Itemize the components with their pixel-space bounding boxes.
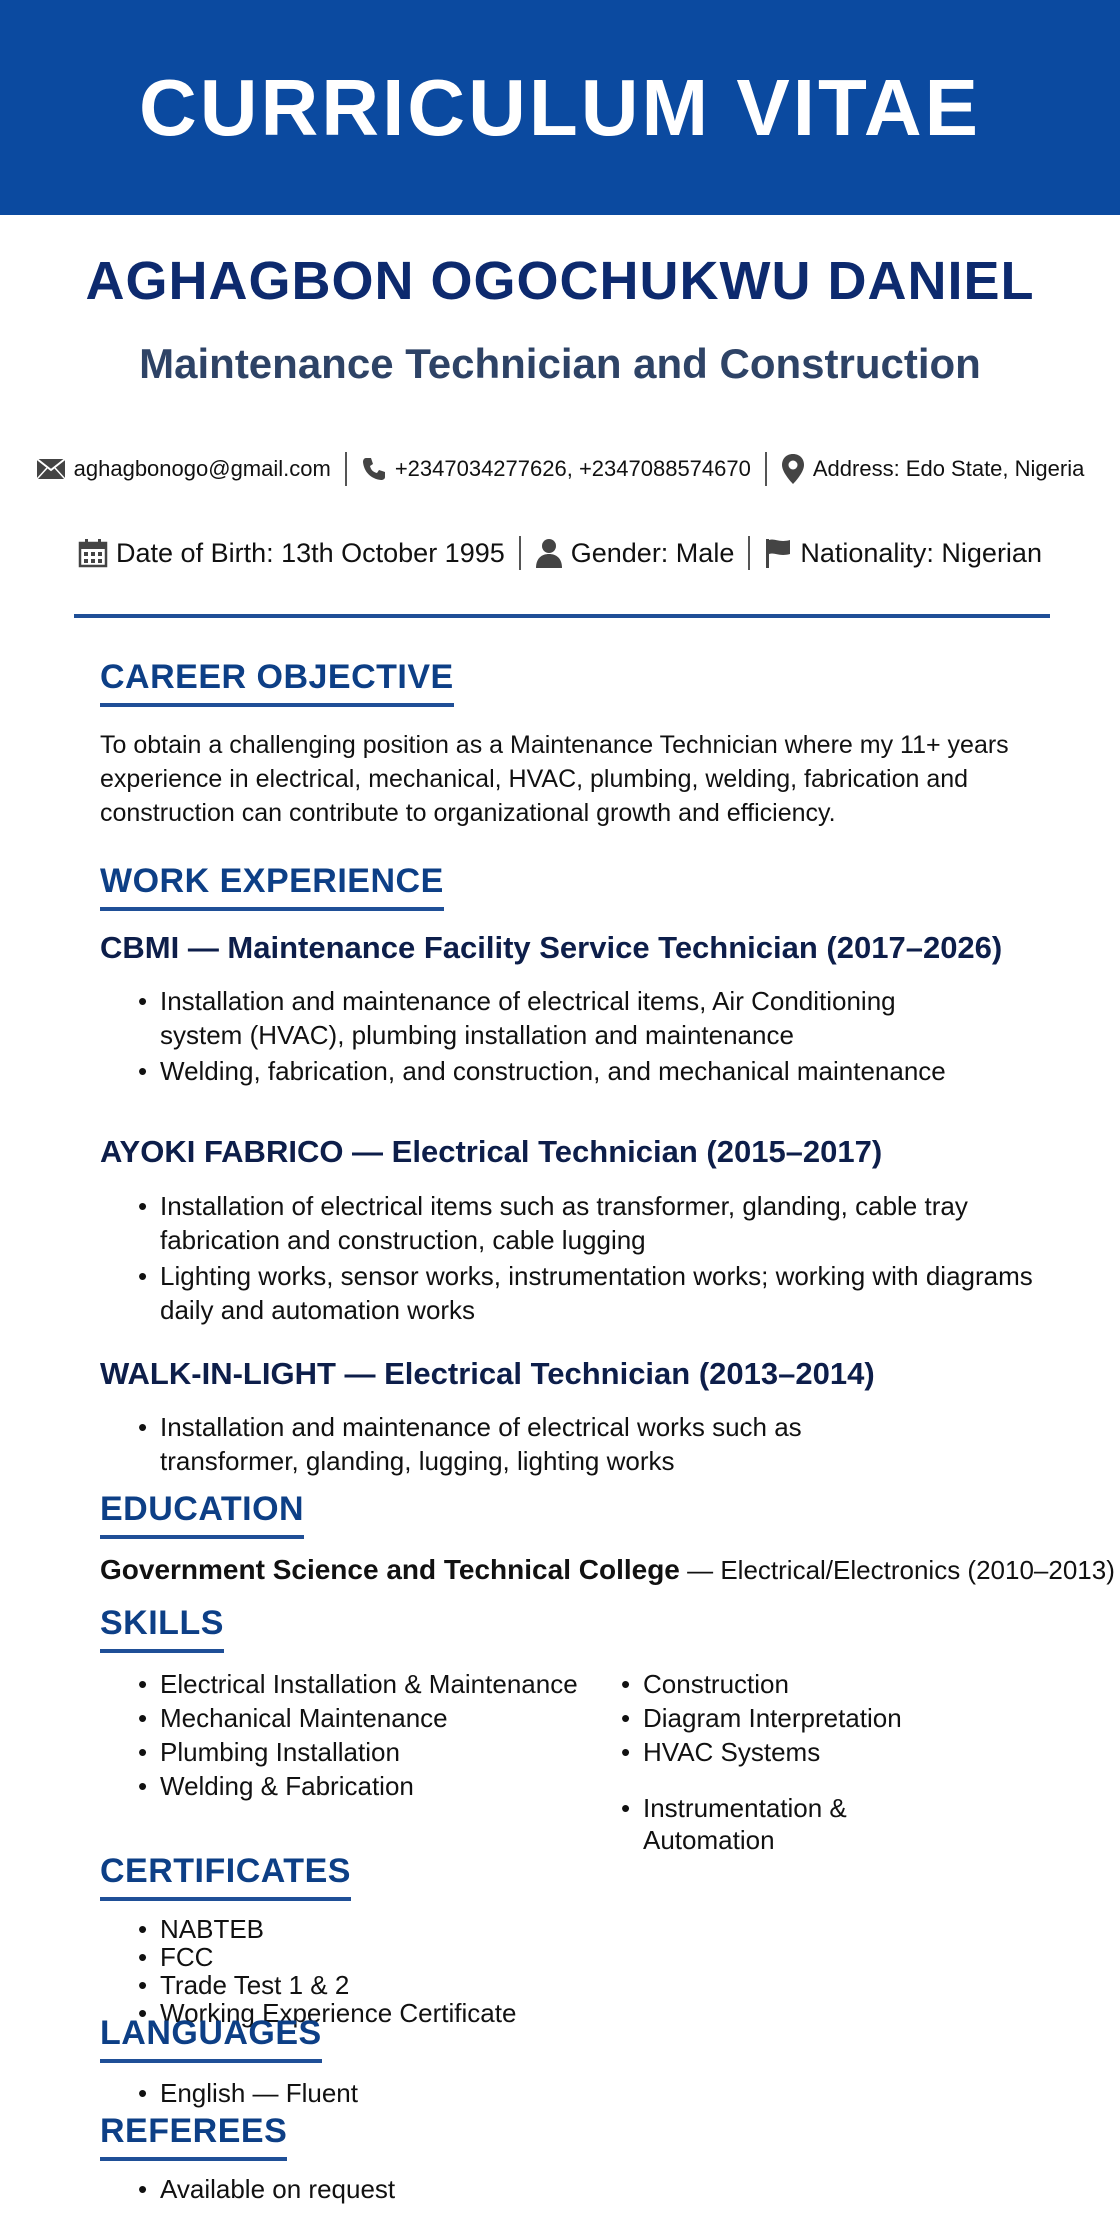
job-heading-cbmi: CBMI — Maintenance Facility Service Technician (2017–2026) bbox=[100, 930, 1003, 965]
location-pin-icon bbox=[781, 453, 805, 485]
referees-list bbox=[160, 2172, 760, 2208]
list-item: • Mechanical Maintenance bbox=[160, 1702, 620, 1734]
school-name: Government Science and Technical College bbox=[100, 1554, 680, 1585]
list-item: • Diagram Interpretation bbox=[643, 1702, 943, 1734]
flag-icon bbox=[764, 538, 792, 568]
dob-item bbox=[78, 538, 505, 569]
job-heading-ayoki: AYOKI FABRICO — Electrical Technician (2015–2017) bbox=[100, 1134, 883, 1169]
address-text: Address: Edo State, Nigeria bbox=[812, 456, 1085, 481]
email-item bbox=[36, 456, 331, 482]
candidate-name: AGHAGBON OGOCHUKWU DANIEL bbox=[85, 251, 1035, 311]
email-text: aghagbonogo@gmail.com bbox=[73, 456, 331, 481]
section-title-objective: CAREER OBJECTIVE bbox=[100, 658, 454, 707]
address-item bbox=[781, 453, 1084, 485]
education-entry bbox=[100, 1554, 1115, 1586]
list-item: • Lighting works, sensor works, instrumentation works; working with diagrams daily and automation works bbox=[160, 1259, 1080, 1327]
nationality-text: Nationality: Nigerian bbox=[800, 537, 1042, 568]
phone-text: +2347034277626, +2347088574670 bbox=[394, 456, 751, 481]
list-item: • Installation of electrical items such as transformer, glanding, cable tray fabrication and construction, cable lugging bbox=[160, 1189, 1080, 1257]
list-item: • Welding, fabrication, and construction, and mechanical maintenance bbox=[160, 1054, 980, 1088]
list-item: • Working Experience Certificate bbox=[160, 2000, 760, 2026]
header-divider bbox=[74, 614, 1050, 618]
phone-icon bbox=[361, 456, 387, 482]
section-title-certificates: CERTIFICATES bbox=[100, 1852, 351, 1901]
list-item: • Instrumentation & Automation bbox=[643, 1792, 873, 1856]
list-item: • HVAC Systems bbox=[643, 1736, 943, 1768]
section-title-education: EDUCATION bbox=[100, 1490, 304, 1539]
skills-list-right bbox=[643, 1668, 943, 1770]
divider bbox=[345, 452, 347, 486]
list-item: • Installation and maintenance of electrical works such as transformer, glanding, lugging, lighting works bbox=[160, 1410, 920, 1478]
nationality-item bbox=[764, 538, 1042, 569]
section-title-referees: REFEREES bbox=[100, 2112, 287, 2161]
list-item: • Electrical Installation & Maintenance bbox=[160, 1668, 620, 1700]
contact-row-personal bbox=[0, 536, 1120, 570]
job-heading-walk-in-light: WALK-IN-LIGHT — Electrical Technician (2013–2014) bbox=[100, 1356, 875, 1391]
cv-banner bbox=[0, 0, 1120, 215]
list-item: • Trade Test 1 & 2 bbox=[160, 1972, 760, 1998]
job-bullets-ayoki bbox=[160, 1189, 1080, 1329]
divider bbox=[765, 452, 767, 486]
section-title-skills: SKILLS bbox=[100, 1604, 224, 1653]
skills-list-left bbox=[160, 1668, 620, 1804]
candidate-role: Maintenance Technician and Construction bbox=[139, 340, 981, 387]
cv-title: CURRICULUM VITAE bbox=[138, 62, 982, 152]
envelope-icon bbox=[36, 458, 66, 480]
calendar-icon bbox=[78, 538, 108, 568]
dob-text: Date of Birth: 13th October 1995 bbox=[116, 537, 505, 568]
skills-list-right-extra bbox=[643, 1792, 873, 1858]
education-detail: — Electrical/Electronics (2010–2013) bbox=[679, 1555, 1115, 1585]
list-item: • Installation and maintenance of electrical items, Air Conditioning system (HVAC), plumbing installation and maintenance bbox=[160, 984, 980, 1052]
contact-row-primary bbox=[0, 452, 1120, 486]
section-title-languages: LANGUAGES bbox=[100, 2014, 322, 2063]
section-title-experience: WORK EXPERIENCE bbox=[100, 862, 444, 911]
divider bbox=[748, 536, 750, 570]
person-icon bbox=[535, 538, 563, 568]
job-bullets-cbmi bbox=[160, 984, 980, 1090]
list-item: • Plumbing Installation bbox=[160, 1736, 620, 1768]
list-item: • FCC bbox=[160, 1944, 760, 1970]
list-item: • English — Fluent bbox=[160, 2076, 760, 2110]
list-item: • Available on request bbox=[160, 2172, 760, 2206]
languages-list bbox=[160, 2076, 760, 2112]
objective-text: To obtain a challenging position as a Maintenance Technician where my 11+ years experience in electrical, mechanical, HVAC, plumbing, welding, fabrication and construction can contribute to organizational growth and efficiency. bbox=[100, 731, 1009, 827]
gender-item bbox=[535, 538, 735, 569]
gender-text: Gender: Male bbox=[570, 537, 735, 568]
job-bullets-walk-in-light bbox=[160, 1410, 920, 1480]
list-item: • Construction bbox=[643, 1668, 943, 1700]
phone-item bbox=[361, 456, 751, 482]
list-item: • Welding & Fabrication bbox=[160, 1770, 620, 1802]
list-item: • NABTEB bbox=[160, 1916, 760, 1942]
divider bbox=[519, 536, 521, 570]
certificates-list bbox=[160, 1916, 760, 2028]
